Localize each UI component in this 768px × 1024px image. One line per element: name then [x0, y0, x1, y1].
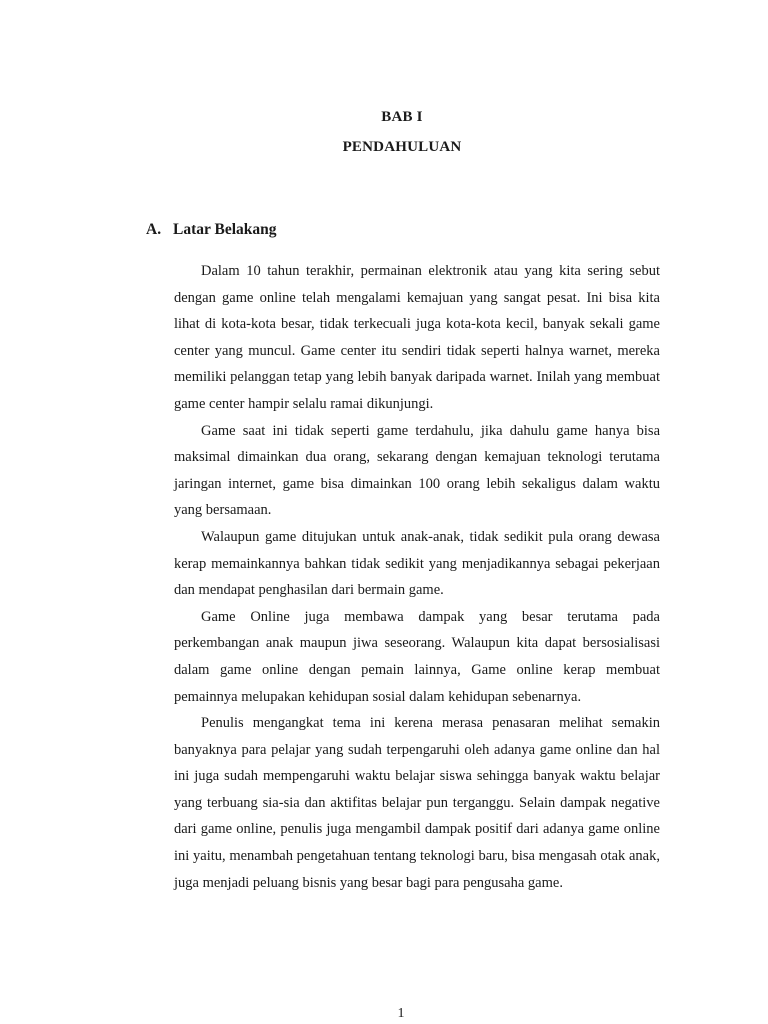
section-marker: A.	[146, 221, 162, 238]
chapter-title: PENDAHULUAN	[342, 139, 462, 155]
chapter-number: BAB I	[381, 109, 423, 125]
paragraph-2: Game saat ini tidak seperti game terdahulu, jika dahulu game hanya bisa maksimal dimainkan dua orang, sekarang dengan kemajuan teknologi terutama jaringan internet, game bisa dimainkan 100 orang lebih sekaligus dalam waktu yang bersamaan.	[174, 422, 660, 519]
paragraph-4: Game Online juga membawa dampak yang besar terutama pada perkembangan anak maupun jiwa seseorang. Walaupun kita dapat bersosialisasi dalam game online dengan pemain lainnya, Game online kerap membuat pemainnya melupakan kehidupan sosial dalam kehidupan sebenarnya.	[174, 608, 660, 705]
paragraph-5: Penulis mengangkat tema ini kerena merasa penasaran melihat semakin banyaknya para pelajar yang sudah terpengaruhi oleh adanya game online dan hal ini juga sudah mempengaruhi waktu belajar siswa sehingga banyak waktu belajar yang terbuang sia-sia dan aktifitas belajar pun terganggu. Selain dampak negative dari game online, penulis juga mengambil dampak positif dari adanya game online ini yaitu, menambah pengetahuan tentang teknologi baru, bisa mengasah otak anak, juga menjadi peluang bisnis yang besar bagi para pengusaha game.	[174, 715, 660, 891]
section-heading	[146, 221, 277, 239]
body-text	[174, 258, 660, 896]
paragraph-1: Dalam 10 tahun terakhir, permainan elektronik atau yang kita sering sebut dengan game online telah mengalami kemajuan yang sangat pesat. Ini bisa kita lihat di kota-kota besar, tidak terkecuali juga kota-kota kecil, banyak sekali game center yang muncul. Game center itu sendiri tidak seperti halnya warnet, mereka memiliki pelanggan tetap yang lebih banyak daripada warnet. Inilah yang membuat game center hampir selalu ramai dikunjungi.	[174, 263, 660, 412]
section-title: Latar Belakang	[173, 221, 277, 238]
page-number: 1	[397, 1006, 405, 1021]
paragraph-3: Walaupun game ditujukan untuk anak-anak, tidak sedikit pula orang dewasa kerap memainkannya bahkan tidak sedikit yang menjadikannya sebagai pekerjaan dan mendapat penghasilan dari bermain game.	[174, 528, 660, 599]
